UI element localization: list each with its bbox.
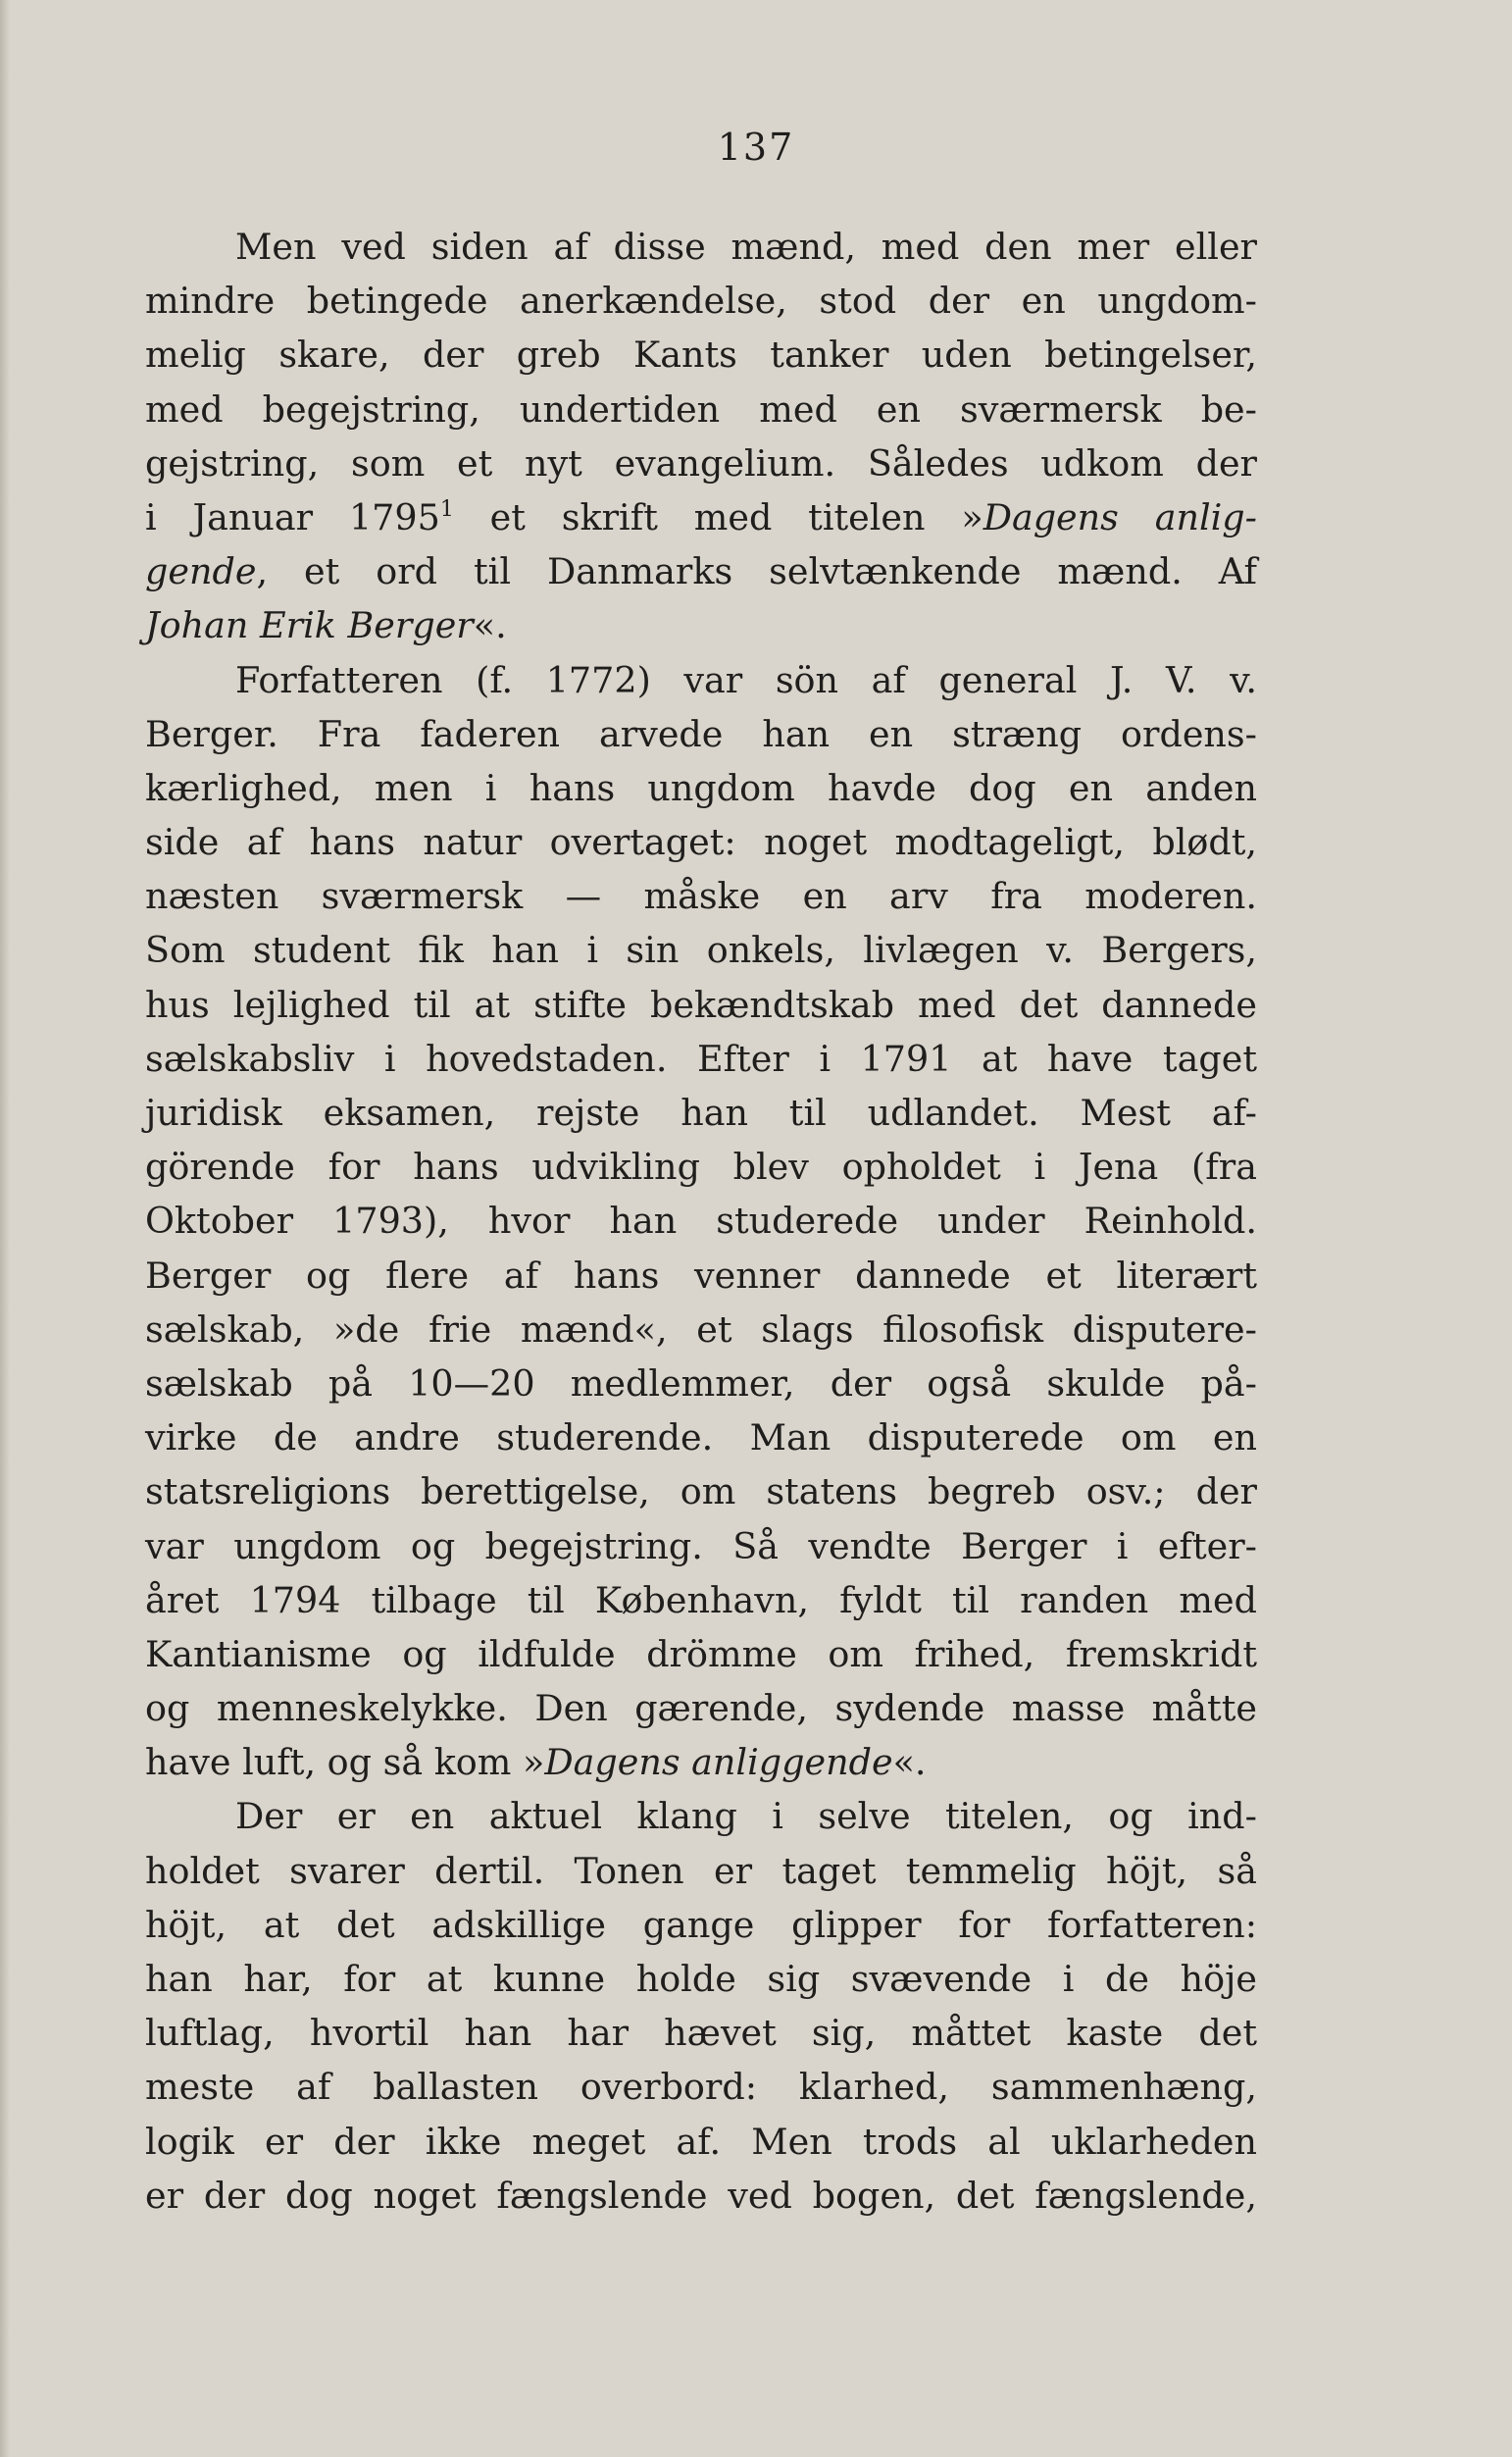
text-line: Berger og flere af hans venner dannede et literært [145,1254,1257,1297]
text-line: statsreligions berettigelse, om statens begreb osv.; der [145,1470,1257,1513]
text-line: logik er der ikke meget af. Men trods al uklarheden [145,2120,1257,2163]
text-line: sælskab, »de frie mænd«, et slags filosofisk disputere- [145,1307,1257,1351]
text-line: gejstring, som et nyt evangelium. Således udkom der [145,441,1257,485]
text-line: Som student fik han i sin onkels, livlægen v. Bergers, [145,929,1257,972]
text-line: sælskabsliv i hovedstaden. Efter i 1791 at have taget [145,1037,1257,1080]
footnote-marker: 1 [439,496,454,522]
book-title: Dagens anliggende [544,1741,893,1784]
text-line: höjt, at det adskillige gange glipper for forfatteren: [145,1903,1257,1946]
text-line: have luft, og så kom »Dagens anliggende«. [145,1741,927,1784]
book-title: gende [145,550,257,593]
text-line: sælskab på 10—20 medlemmer, der også skulde på- [145,1361,1257,1405]
text-line: og menneskelykke. Den gærende, sydende masse måtte [145,1687,1257,1730]
text-line: virke de andre studerende. Man disputerede om en [145,1416,1257,1459]
text-line: meste af ballasten overbord: klarhed, sammenhæng, [145,2066,1257,2109]
text-line: luftlag, hvortil han har hævet sig, måttet kaste det [145,2012,1257,2055]
author-name: Johan Erik Berger [145,604,474,647]
text-line: Forfatteren (f. 1772) var sön af general J. V. v. [235,658,1257,701]
text-line: Kantianisme og ildfulde drömme om frihed, fremskridt [145,1632,1257,1675]
text-line: side af hans natur overtaget: noget modtageligt, blødt, [145,821,1257,864]
text-line: er der dog noget fængslende ved bogen, det fængslende, [145,2174,1257,2217]
text-line: Men ved siden af disse mænd, med den mer eller [235,226,1257,268]
book-title: Dagens anlig- [983,495,1257,538]
text-line: næsten sværmersk — måske en arv fra moderen. [145,875,1257,918]
text-line: med begejstring, undertiden med en sværmersk be- [145,387,1257,431]
text-line: gende, et ord til Danmarks selvtænkende mænd. Af [145,550,1257,593]
text-line: han har, for at kunne holde sig svævende i de höje [145,1958,1257,2000]
text-line: melig skare, der greb Kants tanker uden betingelser, [145,333,1257,377]
text-line: i Januar 1795$^1$ et skrift med titelen »Dagens anlig- [145,495,1257,538]
text-line: var ungdom og begejstring. Så vendte Berger i efter- [145,1524,1257,1567]
text-line: Oktober 1793), hvor han studerede under Reinhold. [145,1200,1257,1243]
text-line: året 1794 tilbage til København, fyldt til randen med [145,1578,1257,1621]
text-line: juridisk eksamen, rejste han til udlandet. Mest af- [145,1092,1257,1134]
text-line: Johan Erik Berger«. [145,604,507,647]
text-line: holdet svarer dertil. Tonen er taget temmelig höjt, så [145,1849,1257,1892]
body-text [145,220,1257,2223]
text-line: Der er en aktuel klang i selve titelen, og ind- [235,1795,1257,1838]
text-line: hus lejlighed til at stifte bekændtskab med det dannede [145,983,1257,1026]
text-line: kærlighed, men i hans ungdom havde dog en anden [145,766,1257,809]
page-edge [0,0,10,2457]
page-number: 137 [717,126,795,169]
text-line: Berger. Fra faderen arvede han en stræng ordens- [145,712,1257,755]
text-line: görende for hans udvikling blev opholdet i Jena (fra [145,1146,1257,1189]
text-line: mindre betingede anerkændelse, stod der en ungdom- [145,280,1257,323]
